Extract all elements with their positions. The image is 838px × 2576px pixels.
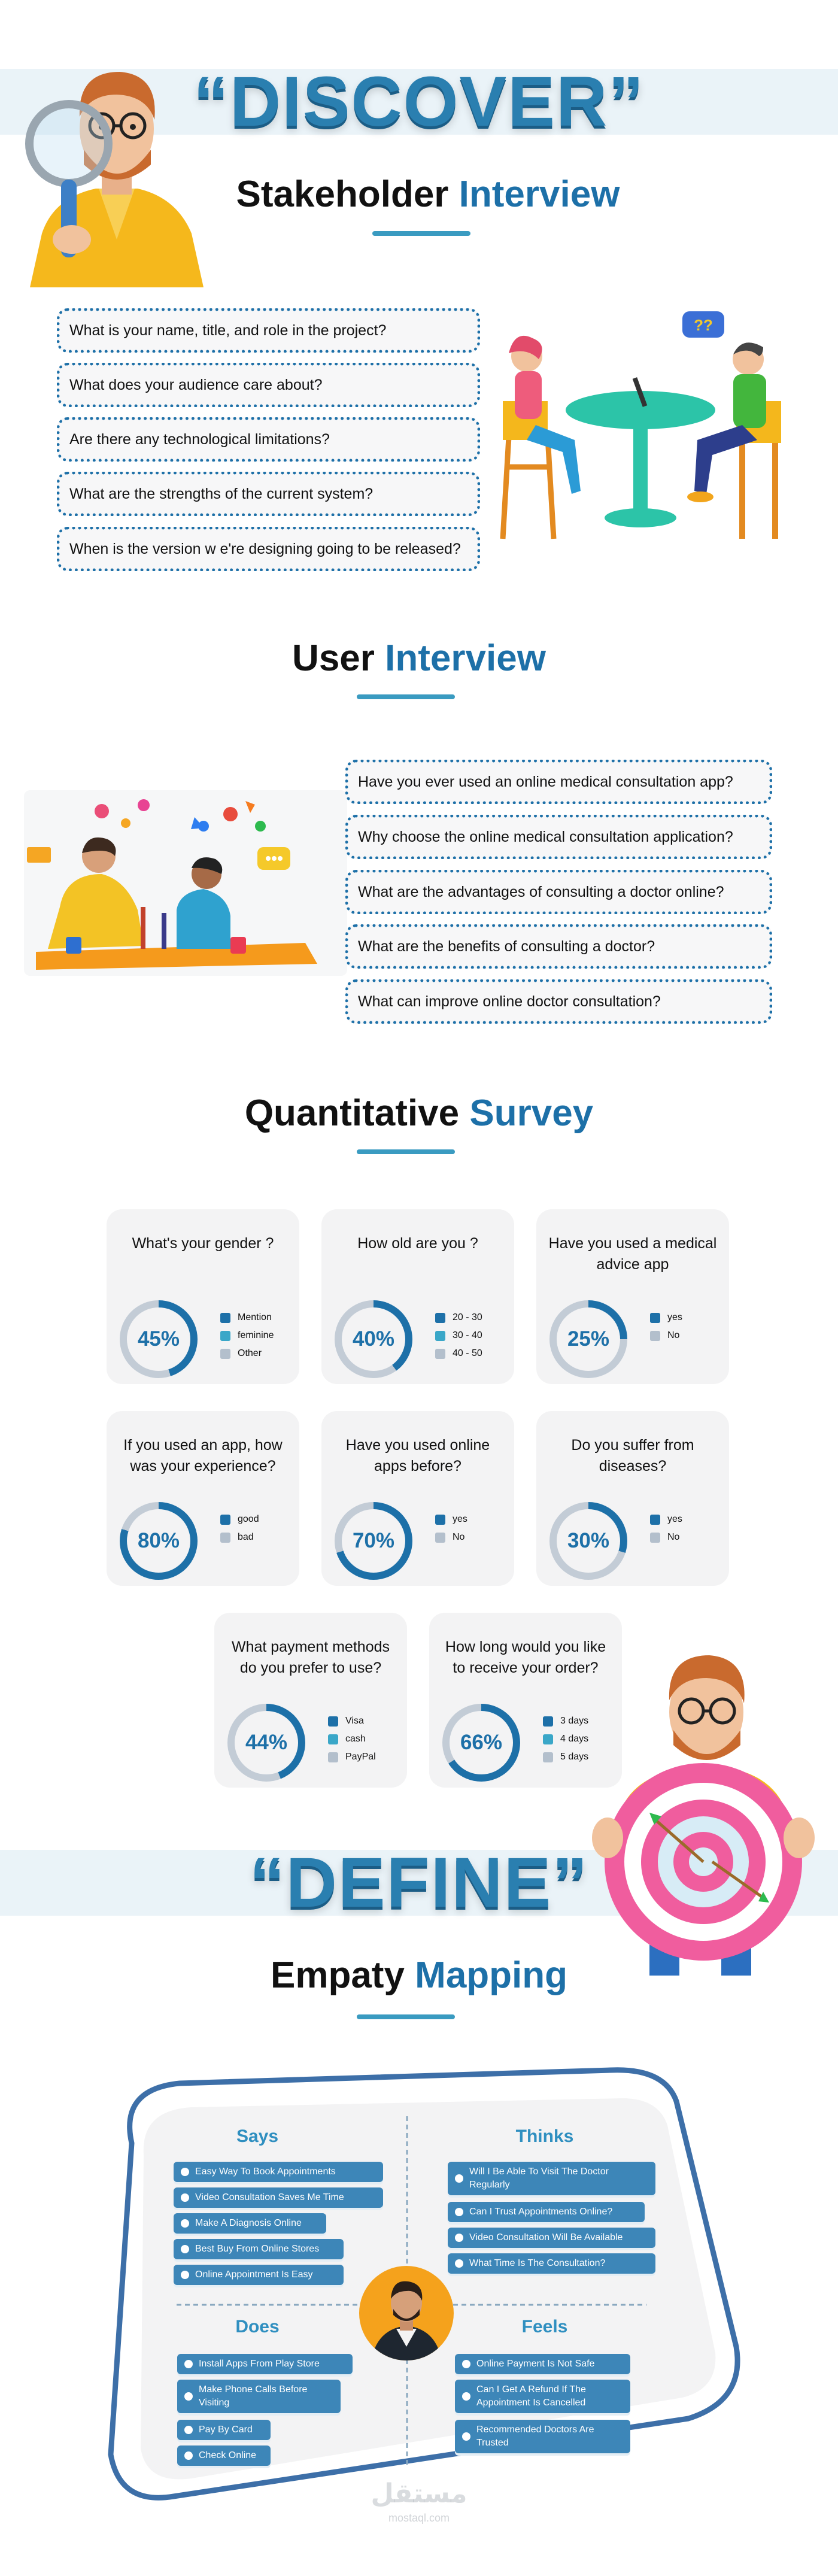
legend-swatch: [328, 1752, 338, 1762]
legend-swatch: [220, 1331, 230, 1341]
feels-item: Recommended Doctors Are Trusted: [455, 2420, 630, 2453]
stakeholder-question: When is the version w e're designing going to be released?: [57, 527, 480, 571]
legend-item: [435, 1327, 482, 1345]
survey-legend: [543, 1712, 588, 1766]
legend-label: 20 - 30: [453, 1312, 482, 1322]
user-question: What can improve online doctor consultation?: [345, 979, 772, 1024]
does-item: Install Apps From Play Store: [177, 2354, 353, 2374]
legend-label: Visa: [345, 1716, 364, 1726]
legend-label: No: [667, 1330, 680, 1340]
survey-legend: [220, 1510, 259, 1546]
legend-label: cash: [345, 1734, 366, 1744]
legend-swatch: [650, 1313, 660, 1323]
survey-donut: [442, 1704, 520, 1782]
legend-label: 4 days: [560, 1734, 589, 1744]
says-item: Video Consultation Saves Me Time: [174, 2187, 383, 2208]
user-interview-title-main: User: [292, 638, 375, 679]
podcast-illustration: [24, 790, 347, 976]
survey-percent: 66%: [450, 1711, 513, 1774]
survey-card: [214, 1613, 407, 1788]
legend-swatch: [435, 1515, 445, 1525]
stakeholder-underline: [372, 231, 470, 236]
empathy-title-main: Empaty: [270, 1955, 405, 1996]
empathy-underline: [357, 2014, 455, 2019]
does-item: Make Phone Calls Before Visiting: [177, 2380, 341, 2413]
survey-question: What payment methods do you prefer to use?: [231, 1639, 390, 1676]
legend-item: [435, 1345, 482, 1363]
legend-item: [220, 1309, 274, 1327]
legend-swatch: [543, 1734, 553, 1744]
watermark-site: mostaql.com: [388, 2512, 450, 2524]
legend-item: [650, 1510, 682, 1528]
legend-item: [220, 1528, 259, 1546]
survey-donut: [120, 1300, 198, 1378]
survey-donut: [335, 1502, 412, 1580]
stakeholder-question: Are there any technological limitations?: [57, 417, 480, 462]
legend-item: [328, 1712, 376, 1730]
user-question: Why choose the online medical consultation application?: [345, 815, 772, 859]
survey-title-main: Quantitative: [244, 1093, 460, 1134]
stakeholder-question: What are the strengths of the current system?: [57, 472, 480, 516]
legend-swatch: [435, 1349, 445, 1359]
survey-legend: [435, 1510, 467, 1546]
user-interview-title-accent: Interview: [385, 638, 546, 679]
legend-label: yes: [667, 1514, 682, 1524]
feels-item: Can I Get A Refund If The Appointment Is Cancelled: [455, 2380, 630, 2413]
survey-percent: 40%: [342, 1307, 405, 1371]
survey-donut: [120, 1502, 198, 1580]
legend-label: bad: [238, 1532, 254, 1542]
says-item: Easy Way To Book Appointments: [174, 2162, 383, 2182]
survey-legend: [650, 1510, 682, 1546]
legend-label: No: [453, 1532, 465, 1542]
survey-card: [536, 1411, 729, 1586]
thinks-item: What Time Is The Consultation?: [448, 2253, 655, 2274]
user-question: What are the benefits of consulting a doctor?: [345, 924, 772, 969]
feels-title: Feels: [521, 2317, 568, 2337]
survey-legend: [435, 1309, 482, 1363]
empathy-title-accent: Mapping: [415, 1955, 568, 1996]
survey-donut: [335, 1300, 412, 1378]
does-item: Pay By Card: [177, 2420, 271, 2440]
legend-item: [220, 1345, 274, 1363]
legend-swatch: [220, 1313, 230, 1323]
legend-label: 30 - 40: [453, 1330, 482, 1340]
says-item: Online Appointment Is Easy: [174, 2265, 344, 2285]
thinks-item: Will I Be Able To Visit The Doctor Regularly: [448, 2162, 655, 2195]
legend-swatch: [543, 1716, 553, 1727]
says-item: Best Buy From Online Stores: [174, 2239, 344, 2259]
legend-label: feminine: [238, 1330, 274, 1340]
survey-question: Have you used online apps before?: [345, 1437, 490, 1474]
meeting-illustration: [491, 311, 802, 545]
legend-item: [435, 1528, 467, 1546]
legend-label: 40 - 50: [453, 1348, 482, 1358]
stakeholder-question: What does your audience care about?: [57, 363, 480, 407]
survey-percent: 70%: [342, 1509, 405, 1573]
dartboard-person-illustration: [584, 1640, 823, 1982]
user-question: Have you ever used an online medical consultation app?: [345, 760, 772, 804]
survey-percent: 25%: [557, 1307, 620, 1371]
survey-card: [536, 1209, 729, 1384]
survey-legend: [328, 1712, 376, 1766]
survey-card: [321, 1209, 514, 1384]
legend-label: 3 days: [560, 1716, 589, 1726]
feels-item: Online Payment Is Not Safe: [455, 2354, 630, 2374]
survey-percent: 30%: [557, 1509, 620, 1573]
discover-heading: “DISCOVER”: [193, 62, 645, 141]
legend-item: [543, 1730, 588, 1748]
stakeholder-title-accent: Interview: [459, 174, 620, 215]
survey-card: [321, 1411, 514, 1586]
watermark-logo: مستقل: [371, 2478, 467, 2509]
legend-label: Other: [238, 1348, 262, 1358]
legend-swatch: [435, 1313, 445, 1323]
thinks-title: Thinks: [515, 2126, 574, 2146]
legend-item: [220, 1510, 259, 1528]
legend-item: [650, 1327, 682, 1345]
survey-card: [107, 1411, 299, 1586]
legend-swatch: [220, 1349, 230, 1359]
survey-legend: [650, 1309, 682, 1345]
legend-label: Mention: [238, 1312, 272, 1322]
avatar: [359, 2266, 454, 2360]
legend-swatch: [328, 1734, 338, 1744]
user-interview-title: [0, 638, 838, 679]
legend-item: [650, 1309, 682, 1327]
survey-title-accent: Survey: [469, 1093, 594, 1134]
empathy-title: [0, 1955, 838, 1997]
legend-label: PayPal: [345, 1752, 376, 1762]
survey-title: [0, 1093, 838, 1134]
legend-swatch: [650, 1331, 660, 1341]
survey-question: Have you used a medical advice app: [548, 1235, 717, 1273]
legend-item: [435, 1309, 482, 1327]
legend-item: [543, 1748, 588, 1766]
legend-label: No: [667, 1532, 680, 1542]
stakeholder-question: What is your name, title, and role in the project?: [57, 308, 480, 353]
survey-underline: [357, 1149, 455, 1154]
legend-swatch: [220, 1515, 230, 1525]
legend-label: 5 days: [560, 1752, 589, 1762]
legend-label: yes: [667, 1312, 682, 1322]
avatar-photo: [359, 2266, 454, 2360]
legend-swatch: [220, 1533, 230, 1543]
survey-donut: [549, 1300, 627, 1378]
does-item: Check Online: [177, 2445, 271, 2466]
thinks-item: Can I Trust Appointments Online?: [448, 2202, 645, 2222]
survey-question: How long would you like to receive your order?: [445, 1639, 606, 1676]
stakeholder-title-main: Stakeholder: [236, 174, 449, 215]
user-question: What are the advantages of consulting a doctor online?: [345, 870, 772, 914]
define-heading: “DEFINE”: [249, 1843, 589, 1922]
user-interview-underline: [357, 694, 455, 699]
legend-item: [435, 1510, 467, 1528]
survey-donut: [227, 1704, 305, 1782]
survey-question: Do you suffer from diseases?: [571, 1437, 694, 1474]
survey-card: [107, 1209, 299, 1384]
legend-swatch: [650, 1515, 660, 1525]
legend-item: [328, 1748, 376, 1766]
legend-swatch: [435, 1331, 445, 1341]
does-title: Does: [235, 2317, 280, 2337]
survey-question: How old are you ?: [357, 1235, 478, 1252]
survey-question: If you used an app, how was your experience?: [123, 1437, 283, 1474]
legend-swatch: [543, 1752, 553, 1762]
legend-item: [328, 1730, 376, 1748]
says-title: Says: [236, 2126, 279, 2146]
legend-swatch: [650, 1533, 660, 1543]
legend-item: [650, 1528, 682, 1546]
says-item: Make A Diagnosis Online: [174, 2213, 326, 2234]
survey-donut: [549, 1502, 627, 1580]
survey-percent: 44%: [235, 1711, 298, 1774]
survey-percent: 80%: [127, 1509, 190, 1573]
survey-question: What's your gender ?: [132, 1235, 274, 1252]
survey-percent: 45%: [127, 1307, 190, 1371]
legend-label: yes: [453, 1514, 467, 1524]
stakeholder-title: [0, 174, 838, 216]
speech-bubble-text: ??: [694, 316, 713, 334]
legend-label: good: [238, 1514, 259, 1524]
legend-item: [220, 1327, 274, 1345]
survey-legend: [220, 1309, 274, 1363]
thinks-item: Video Consultation Will Be Available: [448, 2228, 655, 2248]
legend-swatch: [328, 1716, 338, 1727]
legend-item: [543, 1712, 588, 1730]
legend-swatch: [435, 1533, 445, 1543]
